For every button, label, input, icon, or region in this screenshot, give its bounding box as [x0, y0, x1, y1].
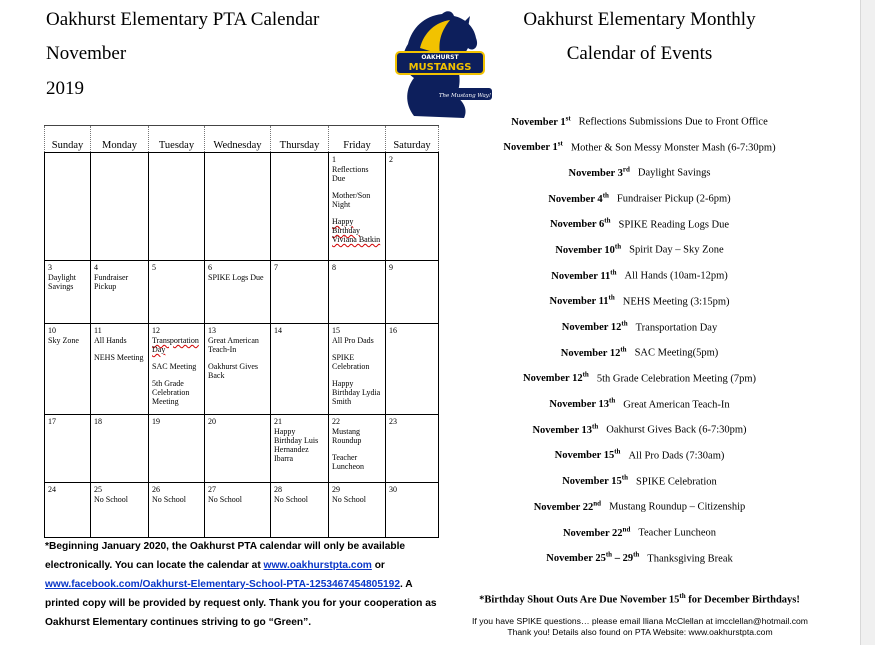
event-item [462, 268, 817, 294]
event-description: NEHS Meeting (3:15pm) [622, 296, 730, 308]
event-date-suffix: rd [622, 165, 630, 174]
pta-website-link[interactable]: www.oakhurstpta.com [263, 560, 372, 571]
event-date-text: November 15 [554, 450, 615, 462]
day-event: Happy Birthday Luis Hernandez Ibarra [274, 427, 319, 463]
calendar-day-cell [91, 153, 149, 261]
footnote-text-3: . A printed copy will be provided by request only. Thank you for your cooperation as Oakhurst Elementary continues striving to go “Green”. [45, 579, 437, 628]
calendar-day-cell [386, 483, 439, 538]
shoutout-sup: th [679, 592, 686, 600]
calendar-day-cell [149, 415, 205, 483]
day-number: 10 [48, 326, 56, 335]
day-number: 3 [48, 263, 52, 272]
event-description: Mother & Son Messy Monster Mash (6-7:30pm) [570, 142, 776, 154]
day-number: 5 [152, 263, 156, 272]
day-event: Reflections Due [332, 165, 369, 183]
day-event: 5th Grade Celebration Meeting [152, 379, 190, 406]
event-date-end: – 29 [612, 553, 634, 565]
weekday-wednesday: Wednesday [205, 126, 271, 153]
event-date-text: November 25 [546, 553, 606, 565]
day-event: Mother/Son Night [332, 191, 371, 209]
calendar-week-row [45, 261, 439, 324]
footnote-text-1: *Beginning January 2020, the Oakhurst PTA calendar will only be available electronically. You can locate the calendar at [45, 541, 406, 571]
events-list [462, 114, 817, 576]
calendar-day-cell [386, 261, 439, 324]
day-number: 6 [208, 263, 212, 272]
event-date [561, 319, 628, 333]
contact-info [440, 616, 840, 638]
day-event: Daylight Savings [48, 273, 76, 291]
event-date-text: November 10 [555, 244, 615, 256]
weekday-header-row [45, 126, 439, 153]
event-item [462, 474, 817, 500]
weekday-thursday: Thursday [271, 126, 329, 153]
event-item [462, 320, 817, 346]
calendar-day-cell [91, 415, 149, 483]
event-date-suffix: th [582, 370, 589, 379]
event-date-suffix: th [621, 473, 629, 482]
calendar-day-cell [91, 261, 149, 324]
calendar-day-cell [271, 261, 329, 324]
logo-text-top: OAKHURST [421, 54, 459, 61]
calendar-week-row [45, 415, 439, 483]
day-event: All Pro Dads [332, 336, 374, 345]
event-date-text: November 4 [548, 193, 603, 205]
calendar-day-cell [386, 153, 439, 261]
event-date-suffix: th [610, 268, 617, 277]
logo-text-main: MUSTANGS [408, 62, 472, 73]
event-date-suffix: nd [593, 499, 602, 508]
event-date-text: November 22 [562, 527, 623, 539]
event-date-text: November 1 [503, 142, 558, 154]
calendar-footnote [45, 537, 440, 632]
day-event: Mustang Roundup [332, 427, 362, 445]
day-number: 27 [208, 485, 216, 494]
event-date [568, 165, 630, 179]
event-description: All Hands (10am-12pm) [624, 270, 728, 282]
event-date [532, 422, 599, 436]
calendar-day-cell [205, 483, 271, 538]
calendar-day-cell [271, 153, 329, 261]
day-number: 30 [389, 485, 397, 494]
event-description: 5th Grade Celebration Meeting (7pm) [596, 373, 757, 385]
day-event: No School [94, 495, 128, 504]
event-date [546, 550, 640, 565]
day-number: 7 [274, 263, 278, 272]
event-item [462, 422, 817, 448]
event-date [554, 447, 621, 462]
event-date-text: November 22 [533, 501, 594, 513]
event-date [551, 268, 617, 282]
event-item [462, 397, 817, 423]
day-event: No School [208, 495, 242, 504]
event-date-suffix: th [621, 319, 628, 328]
day-number: 14 [274, 326, 282, 335]
facebook-link[interactable]: www.facebook.com/Oakhurst-Elementary-School-PTA-1253467454805192 [45, 579, 401, 590]
day-event: No School [274, 495, 308, 504]
calendar-day-cell [45, 153, 91, 261]
event-item [462, 345, 817, 371]
weekday-friday: Friday [329, 126, 386, 153]
page-edge [860, 0, 875, 645]
day-number: 16 [389, 326, 397, 335]
day-event: NEHS Meeting [94, 353, 144, 362]
event-description: SPIKE Celebration [636, 476, 717, 488]
calendar-day-cell [91, 324, 149, 415]
day-number: 19 [152, 417, 160, 426]
event-date-text: November 12 [561, 322, 622, 333]
event-item [462, 140, 817, 166]
event-item [462, 191, 817, 217]
calendar-day-cell [149, 483, 205, 538]
calendar-week-row [45, 483, 439, 538]
day-event: Sky Zone [48, 336, 79, 345]
day-number: 13 [208, 326, 216, 335]
event-date-suffix: th [620, 345, 627, 354]
day-event: Oakhurst Gives Back [208, 362, 258, 380]
day-event: Fundraiser Pickup [94, 273, 129, 291]
event-date [555, 242, 622, 256]
day-event: Happy Birthday Lydia Smith [332, 379, 381, 406]
event-item [462, 448, 817, 474]
footnote-text-2: or [371, 560, 385, 571]
event-date [562, 473, 629, 488]
event-date-suffix: th [592, 422, 599, 431]
calendar-day-cell [329, 153, 386, 261]
calendar-day-cell [329, 261, 386, 324]
event-date-suffix: th [614, 447, 621, 456]
day-event: Happy Birthday Viviana Batkin [332, 217, 381, 244]
event-date [549, 396, 616, 411]
event-date-text: November 13 [532, 424, 593, 436]
event-item [462, 294, 817, 320]
calendar-day-cell [45, 324, 91, 415]
event-date-text: November 11 [551, 270, 611, 282]
event-date-suffix: th [604, 216, 611, 225]
calendar-month: November [46, 43, 127, 64]
day-number: 12 [152, 326, 160, 335]
event-date-text: November 11 [549, 296, 609, 308]
day-event: Transportation Day [152, 336, 199, 354]
day-event: SPIKE Celebration [332, 353, 370, 371]
shoutout-text-end: for December Birthdays! [685, 594, 800, 606]
calendar-day-cell [45, 483, 91, 538]
day-event: Great American Teach-In [208, 336, 259, 354]
event-description: Spirit Day – Sky Zone [629, 244, 724, 256]
day-number: 17 [48, 417, 56, 426]
event-date [562, 525, 631, 539]
event-date [533, 499, 602, 513]
logo-tagline: The Mustang Way! [438, 93, 492, 99]
event-date-suffix: st [565, 114, 571, 122]
event-description: All Pro Dads (7:30am) [628, 450, 725, 462]
day-number: 24 [48, 485, 56, 494]
events-title: Oakhurst Elementary Monthly [523, 9, 756, 30]
day-number: 2 [389, 155, 393, 164]
event-date [511, 114, 571, 128]
calendar-day-cell [271, 415, 329, 483]
event-date-suffix: th [614, 242, 622, 251]
calendar-day-cell [329, 483, 386, 538]
event-item [462, 551, 817, 577]
event-date [548, 191, 609, 205]
event-date [560, 345, 627, 359]
event-description: Reflections Submissions Due to Front Office [578, 116, 768, 128]
weekday-monday: Monday [91, 126, 149, 153]
calendar-day-cell [205, 324, 271, 415]
event-date-text: November 12 [522, 373, 583, 385]
calendar-day-cell [271, 324, 329, 415]
day-number: 26 [152, 485, 160, 494]
event-date-suffix: st [557, 139, 563, 148]
event-item [462, 525, 817, 551]
event-description: Teacher Luncheon [638, 527, 717, 539]
event-date-suffix: th [608, 293, 615, 302]
day-event: SPIKE Logs Due [208, 273, 264, 282]
event-item [462, 499, 817, 525]
calendar-day-cell [329, 415, 386, 483]
event-date [549, 293, 615, 308]
event-date-text: November 12 [560, 347, 621, 359]
event-date-text: November 1 [511, 116, 566, 128]
calendar-day-cell [386, 324, 439, 415]
day-event: All Hands [94, 336, 127, 345]
event-date-text: November 3 [568, 167, 623, 179]
weekday-tuesday: Tuesday [149, 126, 205, 153]
day-event: Teacher Luncheon [332, 453, 364, 471]
event-date-suffix: nd [622, 525, 631, 533]
calendar-week-row [45, 324, 439, 415]
day-number: 9 [389, 263, 393, 272]
event-description: Transportation Day [635, 322, 718, 333]
calendar-day-cell [386, 415, 439, 483]
calendar-day-cell [45, 261, 91, 324]
event-date [549, 216, 611, 231]
event-description: Oakhurst Gives Back (6-7:30pm) [606, 424, 747, 436]
calendar-day-cell [205, 153, 271, 261]
event-date-text: November 13 [549, 399, 609, 411]
event-date-suffix: th [605, 550, 613, 559]
calendar-day-cell [149, 153, 205, 261]
day-number: 20 [208, 417, 216, 426]
event-item [462, 217, 817, 243]
day-number: 28 [274, 485, 282, 494]
calendar-day-cell [205, 261, 271, 324]
event-description: SAC Meeting(5pm) [634, 347, 719, 359]
day-number: 22 [332, 417, 340, 426]
contact-line-2: Thank you! Details also found on PTA Website: www.oakhurstpta.com [507, 627, 773, 637]
day-number: 4 [94, 263, 98, 272]
event-description: Mustang Roundup – Citizenship [609, 501, 746, 513]
event-description: Daylight Savings [637, 167, 711, 179]
contact-line-1: If you have SPIKE questions… please email Iliana McClellan at imcclellan@hotmail.com [472, 616, 808, 626]
event-date-text: November 15 [562, 476, 622, 488]
calendar-title: Oakhurst Elementary PTA Calendar [46, 9, 320, 30]
birthday-shoutout [448, 592, 831, 606]
event-date-suffix: th [602, 191, 609, 200]
shoutout-text: *Birthday Shout Outs Are Due November 15 [479, 594, 680, 606]
calendar-day-cell [45, 415, 91, 483]
event-date-text: November 6 [549, 219, 605, 231]
day-number: 23 [389, 417, 397, 426]
event-item [462, 114, 817, 140]
event-date-end-suffix: th [633, 550, 640, 559]
day-event: No School [332, 495, 366, 504]
event-item [462, 371, 817, 397]
event-date [503, 139, 563, 154]
day-number: 25 [94, 485, 102, 494]
event-description: SPIKE Reading Logs Due [618, 219, 730, 231]
event-description: Great American Teach-In [623, 399, 730, 411]
calendar-day-cell [271, 483, 329, 538]
weekday-saturday: Saturday [386, 126, 439, 153]
day-number: 18 [94, 417, 102, 426]
weekday-sunday: Sunday [45, 126, 91, 153]
event-item [462, 242, 817, 268]
calendar-day-cell [329, 324, 386, 415]
event-date [522, 370, 589, 385]
calendar-day-cell [149, 261, 205, 324]
day-number: 11 [94, 326, 102, 335]
day-event: No School [152, 495, 186, 504]
day-number: 1 [332, 155, 336, 164]
event-description: Thanksgiving Break [647, 553, 733, 565]
event-date-suffix: th [609, 396, 616, 405]
event-item [462, 165, 817, 191]
calendar-year: 2019 [46, 78, 84, 99]
day-number: 29 [332, 485, 340, 494]
calendar-week-row [45, 153, 439, 261]
calendar-day-cell [205, 415, 271, 483]
calendar-day-cell [91, 483, 149, 538]
events-subtitle: Calendar of Events [566, 43, 713, 64]
day-event: SAC Meeting [152, 362, 197, 371]
day-number: 8 [332, 263, 336, 272]
event-description: Fundraiser Pickup (2-6pm) [616, 193, 731, 205]
calendar-grid [44, 125, 439, 538]
day-number: 21 [274, 417, 282, 426]
calendar-day-cell [149, 324, 205, 415]
day-number: 15 [332, 326, 340, 335]
